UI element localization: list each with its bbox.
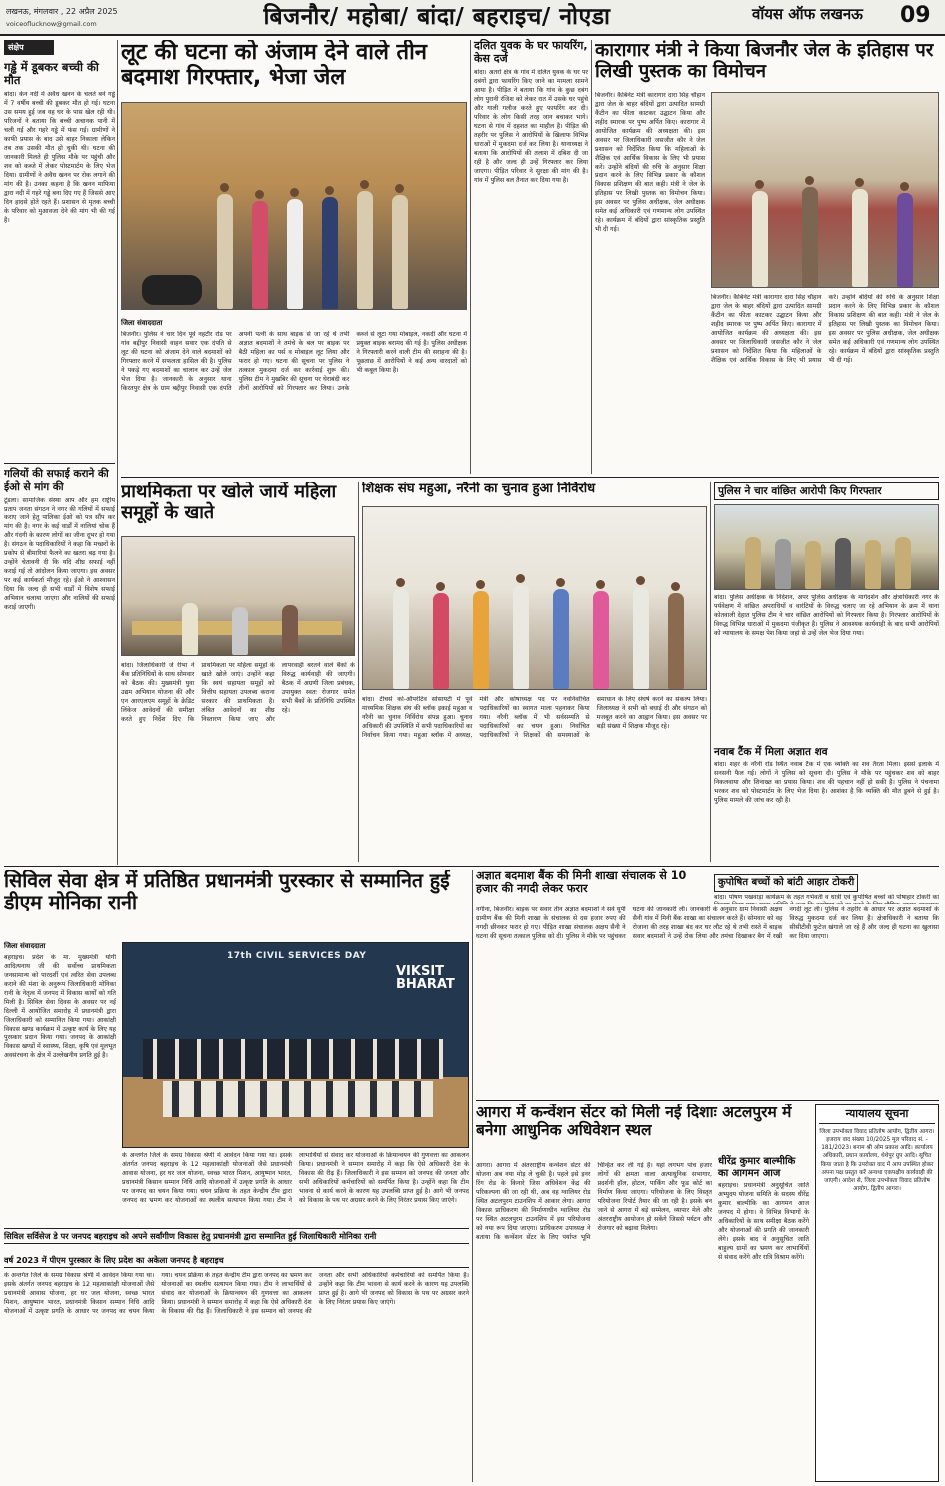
photo-head bbox=[671, 582, 680, 591]
photo-person bbox=[897, 193, 913, 287]
photo-banner-text: 17th CIVIL SERVICES DAY bbox=[227, 951, 367, 961]
photo-person bbox=[802, 187, 818, 287]
photo-person bbox=[835, 538, 851, 589]
monika-mid-body: के अन्तर्गत जिले के समग्र विकास श्रेणी में आवेदन किया गया था। इसके अंतर्गत जनपद बहराइच के 12 महत्वाकांक्षी योजनाओं जैसे प्रधानमंत्री आवास योजना, हर घर जल योजना, स्वच्छ भारत मिशन, आयुष्मान भारत, प्रधानमंत्री किसान सम्मान निधि आदि योजनाओं में उत्कृष्ट प्रगति के आधार पर जनपद का चयन किया गया। चयन प्रक्रिया के तहत केन्द्रीय टीम द्वारा जनपद का भ्रमण कर योजनाओं का स्थलीय सत्यापन किया गया। टीम ने लाभार्थियों से संवाद कर योजनाओं के क्रियान्वयन की गुणवत्ता का आकलन किया। प्रधानमंत्री ने सम्मान समारोह में कहा कि ऐसे अधिकारी देश के विकास की रीढ़ हैं। जिलाधिकारी ने इस सम्मान को जनपद की जनता और सभी अधिकारियों कर्मचारियों को समर्पित किया है। उन्होंने कहा कि टीम भावना से कार्य करने के कारण यह उपलब्धि प्राप्त हुई है। आगे भी जनपद को विकास के पथ पर अग्रसर करने के लिए निरंतर प्रयास किए जाएंगे। bbox=[122, 1152, 469, 1204]
agra-top-rule bbox=[476, 1100, 939, 1101]
police-photo bbox=[714, 504, 939, 590]
sidebar-label: संक्षेप bbox=[4, 40, 54, 55]
teacher-story bbox=[362, 482, 707, 862]
monika-story bbox=[4, 870, 469, 1482]
row3-top-rule bbox=[4, 866, 939, 867]
court-notice bbox=[815, 1104, 939, 1482]
photo-person bbox=[252, 201, 268, 309]
website: voiceoflucknow@gmail.com bbox=[6, 20, 97, 28]
photo-head bbox=[290, 188, 299, 197]
monika-photo bbox=[122, 942, 469, 1148]
photo-person bbox=[865, 540, 881, 589]
photo-head bbox=[755, 180, 764, 189]
dalit-rule bbox=[591, 40, 592, 474]
jail-headline: कारागार मंत्री ने किया बिजनौर जेल के इतिहास पर लिखी पुस्तक का विमोचन bbox=[595, 40, 934, 83]
sidebar-story2-title: गलियों की सफाई कराने की ईओ से मांग की bbox=[4, 468, 109, 493]
agra-headline: आगरा में कन्वेंशन सेंटर को मिली नई दिशाः अटलपुरम में बनेगा आधुनिक अधिवेशन स्थल bbox=[476, 1104, 792, 1139]
photo-person bbox=[473, 591, 489, 689]
photo-row2 bbox=[163, 1081, 433, 1117]
monika-byline: जिला संवाददाता bbox=[4, 942, 46, 950]
photo-head bbox=[556, 578, 565, 587]
police-headline: पुलिस ने चार वांछित आरोपी किए गिरफ्तार bbox=[714, 482, 939, 500]
sidebar-divider bbox=[4, 463, 115, 464]
police-story bbox=[714, 482, 939, 744]
jail-story bbox=[595, 40, 939, 474]
sidebar bbox=[4, 40, 115, 865]
notice-title: न्यायालय सूचना bbox=[819, 1108, 935, 1124]
photo-head bbox=[360, 180, 369, 189]
women-story bbox=[121, 482, 355, 862]
photo-person bbox=[287, 199, 303, 309]
masthead bbox=[0, 0, 945, 36]
photo-head bbox=[636, 576, 645, 585]
teacher-photo bbox=[362, 506, 707, 690]
photo-person bbox=[513, 585, 529, 689]
dalit-body: बांदा। अतर्रा क्षेत्र के गांव में दलित युवक के घर पर दबंगों द्वारा फायरिंग किए जाने का मामला सामने आया है। पीड़ित ने बताया कि गांव के कुछ दबंग लोग पुरानी रंजिश को लेकर रात में उसके घर पहुंचे और गाली गलौज करते हुए फायरिंग कर दी। परिवार के लोग किसी तरह जान बचाकर भागे। घटना से गांव में दहशत का माहौल है। पीड़ित की तहरीर पर पुलिस ने आरोपियों के खिलाफ विभिन्न धाराओं में मुकदमा दर्ज कर लिया है। थानाध्यक्ष ने बताया कि आरोपियों की तलाश में दबिश दी जा रही है और जल्द ही उन्हें गिरफ्तार कर लिया जाएगा। पीड़ित परिवार ने सुरक्षा की मांग की है। गांव में पुलिस बल तैनात कर दिया गया है। bbox=[474, 69, 588, 184]
photo-person bbox=[805, 541, 821, 589]
photo-head bbox=[855, 178, 864, 187]
photo-person bbox=[182, 603, 198, 655]
sidebar-story2-body: टूंडला। सामाजिक संस्था आप और हम राष्ट्रीय प्रताप जनता संगठन ने नगर की गलियों में सफाई कराए जाने हेतु पालिका ईओ को पत्र सौंप कर मांग की है। नगर के कई वार्डों में नालियां चोक हैं और गंदगी के कारण लोगों का जीना दूभर हो गया है। संगठन के पदाधिकारियों ने कहा कि मच्छरों के प्रकोप से बीमारियां फैलने का खतरा बढ़ गया है। उन्होंने चेतावनी दी कि यदि शीघ्र सफाई नहीं कराई गई तो आंदोलन किया जाएगा। इस अवसर पर कई कार्यकर्ता मौजूद रहे। ईओ ने आश्वासन दिया कि जल्द ही सभी वार्डों में विशेष सफाई अभियान चलाया जाएगा और नालियों की सफाई कराई जाएगी। bbox=[4, 496, 115, 611]
monika-rule bbox=[472, 870, 473, 1482]
bank-headline: अज्ञात बदमाश बैंक की मिनी शाखा संचालक से 10 हजार की नगदी लेकर फरार bbox=[476, 869, 687, 895]
dateline: लखनऊ, मंगलवार , 22 अप्रैल 2025 bbox=[6, 7, 118, 16]
jail-body-right: बिजनौर। कैबिनेट मंत्री कारागार दारा सिंह चौहान द्वारा जेल के बाहर बंदियों द्वारा उत्पादित सामग्री कैंटीन का फीता काटकर उद्घाटन किया और शहीद स्मारक पर पुष्प अर्पित किए। कारागार में आयोजित कार्यक्रम की अध्यक्षता की। इस अवसर पर जिलाधिकारी जसजीत कौर ने जेल प्रशासन को निर्देशित किया कि महिलाओं के शैक्षिक एवं आर्थिक विकास के लिए भी प्रयास करें। उन्होंने बंदियों की रुचि के अनुसार शिक्षा प्रदान करने के लिए विभिन्न प्रकार के कौशल विकास प्रशिक्षण की बात कही। मंत्री ने जेल के इतिहास पर लिखी पुस्तक का विमोचन किया। इस अवसर पर पुलिस अधीक्षक, जेल अधीक्षक समेत कई अधिकारी एवं गणमान्य लोग उपस्थित रहे। कार्यक्रम में बंदियों द्वारा सांस्कृतिक प्रस्तुति भी दी गई। bbox=[711, 294, 939, 364]
page-number: 09 bbox=[900, 3, 931, 28]
agra-body: आगरा। आगरा में अंतरराष्ट्रीय कन्वेंशन सेंटर की योजना अब नया मोड़ ले चुकी है। पहले इसे इनर रिंग रोड के किनारे जिस अधिवेशन केंद्र की परिकल्पना की जा रही थी, अब वह ग्वालियर रोड स्थित अटलपुरम टाउनशिप में आकार लेगा। आगरा विकास प्राधिकरण की निर्माणाधीन ग्वालियर रोड पर स्थित अटलपुरम टाउनशिप में इस परियोजना को नया रूप दिया जाएगा। प्राधिकरण उपाध्यक्ष ने बताया कि कन्वेंशन सेंटर के लिए पर्याप्त भूमि चिन्हित कर ली गई है। यहां लगभग पांच हजार लोगों की क्षमता वाला अत्याधुनिक सभागार, प्रदर्शनी हॉल, होटल, पार्किंग और फूड कोर्ट का निर्माण किया जाएगा। परियोजना के लिए विस्तृत परियोजना रिपोर्ट तैयार की जा रही है। इसके बन जाने से आगरा में बड़े सम्मेलन, व्यापार मेले और अंतरराष्ट्रीय आयोजन हो सकेंगे जिससे पर्यटन और रोजगार को बढ़ावा मिलेगा। bbox=[476, 1162, 712, 1241]
women-rule bbox=[358, 482, 359, 862]
photo-head bbox=[596, 580, 605, 589]
photo-person bbox=[322, 197, 338, 309]
jail-photo bbox=[711, 92, 939, 288]
main-photo bbox=[121, 102, 467, 310]
sidebar-rule bbox=[117, 40, 118, 865]
photo-head bbox=[516, 574, 525, 583]
kuposhit-body: बांदा। पोषण पखवाड़ा कार्यक्रम के तहत गर्भवती व धात्री एवं कुपोषित बच्चों को पोषाहार टोकरी का bbox=[714, 893, 939, 901]
photo-head bbox=[325, 186, 334, 195]
monika-intro: बहराइच। प्रदेश के मा. मुख्यमंत्री योगी आदित्यनाथ जी की सर्वोच्च प्राथमिकता जनसामान्य को पारदर्शी एवं त्वरित सेवा उपलब्ध कराने की मंशा के अनुरूप जिलाधिकारी मोनिका रानी के नेतृत्व में जनपद में विकास कार्यों को गति मिली है। सिविल सेवा दिवस के अवसर पर नई दिल्ली में आयोजित समारोह में प्रधानमंत्री द्वारा जिलाधिकारी को सम्मानित किया गया। आकांक्षी विकास खण्ड कार्यक्रम में उत्कृष्ट कार्य के लिए यह पुरस्कार प्रदान किया गया। जनपद के आकांक्षी विकास खण्डों में स्वास्थ्य, शिक्षा, कृषि एवं मूलभूत अवसंरचना के क्षेत्र में उल्लेखनीय प्रगति हुई है। bbox=[4, 954, 116, 1060]
kuposhit-box bbox=[714, 870, 939, 904]
monika-body: के अन्तर्गत जिले के समग्र विकास श्रेणी में आवेदन किया गया था। इसके अंतर्गत जनपद बहराइच के 12 महत्वाकांक्षी योजनाओं जैसे प्रधानमंत्री आवास योजना, हर घर जल योजना, स्वच्छ भारत मिशन, आयुष्मान भारत, प्रधानमंत्री किसान सम्मान निधि आदि योजनाओं में उत्कृष्ट प्रगति के आधार पर जनपद का चयन किया गया। चयन प्रक्रिया के तहत केन्द्रीय टीम द्वारा जनपद का भ्रमण कर योजनाओं का स्थलीय सत्यापन किया गया। टीम ने लाभार्थियों से संवाद कर योजनाओं के क्रियान्वयन की गुणवत्ता का आकलन किया। प्रधानमंत्री ने सम्मान समारोह में कहा कि ऐसे अधिकारी देश के विकास की रीढ़ हैं। जिलाधिकारी ने इस सम्मान को जनपद की जनता और सभी अधिकारियों कर्मचारियों को समर्पित किया है। उन्होंने कहा कि टीम भावना से कार्य करने के कारण यह उपलब्धि प्राप्त हुई है। आगे भी जनपद को विकास के पथ पर अग्रसर करने के लिए निरंतर प्रयास किए जाएंगे। bbox=[4, 1272, 469, 1315]
photo-person bbox=[895, 537, 911, 589]
main-byline: जिला संवाददाता bbox=[121, 319, 163, 327]
photo-head bbox=[805, 176, 814, 185]
kuposhit-headline: कुपोषित बच्चों को बांटी आहार टोकरी bbox=[714, 874, 858, 892]
photo-person bbox=[357, 191, 373, 309]
photo-head bbox=[396, 578, 405, 587]
photo-head bbox=[476, 580, 485, 589]
nawab-headline: नवाब टैंक में मिला अज्ञात शव bbox=[714, 746, 828, 758]
photo-head bbox=[255, 190, 264, 199]
nawab-story bbox=[714, 746, 939, 862]
photo-person bbox=[553, 589, 569, 689]
women-photo bbox=[121, 536, 355, 656]
sidebar-story1-body: बांदा। केन नदी में अवैध खनन के चलते बने गड्ढे में 7 वर्षीय बच्ची की डूबकर मौत हो गई। घटना उस समय हुई जब वह घर के पास खेल रही थी। परिजनों ने बताया कि बच्ची अचानक पानी में चली गई और गहरे गड्ढे में फंस गई। ग्रामीणों ने काफी प्रयास के बाद उसे बाहर निकाला लेकिन तब तक उसकी मौत हो चुकी थी। घटना की जानकारी मिलते ही पुलिस मौके पर पहुंची और शव को कब्जे में लेकर पोस्टमार्टम के लिए भेज दिया। ग्रामीणों ने अवैध खनन पर रोक लगाने की मांग की है। उनका कहना है कि खनन माफिया द्वारा नदी में गहरे गड्ढे बना दिए गए हैं जिससे आए दिन हादसे होते रहते हैं। प्रशासन से मृतक बच्ची के परिवार को मुआवजा देने की मांग भी की गई है। bbox=[4, 91, 115, 224]
monika-highlight1: सिविल सर्विसेज डे पर जनपद बहराइच को अपने सर्वांगीण विकास हेतु प्रधानमंत्री द्वारा सम्मानित हुई जिलाधिकारी मोनिका रानी bbox=[4, 1228, 469, 1244]
dhirendra-headline: धीरेंद्र कुमार बाल्मीकि का आगमन आज bbox=[718, 1156, 796, 1179]
photo-head bbox=[900, 182, 909, 191]
teacher-headline: शिक्षक संघ महुआ, नरैनी का चुनाव हुआ निर्विरोध bbox=[362, 482, 596, 496]
main-story bbox=[121, 40, 467, 474]
dalit-story bbox=[474, 40, 588, 474]
photo-banner-text2: VIKSIT BHARAT bbox=[396, 964, 455, 992]
women-headline: प्राथमिकता पर खोले जायें महिला समूहों के खाते bbox=[121, 482, 337, 523]
motorcycle-shape bbox=[142, 275, 202, 305]
photo-person bbox=[232, 607, 248, 655]
bank-body: नगीना, बिजनौर। बाइक पर सवार तीन अज्ञात बदमाशों ने सर्व यूपी ग्रामीण बैंक की मिनी शाखा के संचालक से दस हजार रुपए की नगदी छीनकर फरार हो गए। पीड़ित शाखा संचालक अक्षय सैनी ने घटना की सूचना तत्काल पुलिस को दी। पुलिस ने मौके पर पहुंचकर घटना की जानकारी ली। जानकारी के अनुसार ग्राम निवासी अक्षय सैनी गांव में मिनी बैंक शाखा का संचालन करते हैं। सोमवार को वह रोजाना की तरह शाखा बंद कर घर लौट रहे थे तभी रास्ते में बाइक सवार बदमाशों ने उन्हें रोक लिया और तमंचा दिखाकर बैग में रखी नगदी लूट ली। पुलिस ने तहरीर के आधार पर अज्ञात बदमाशों के विरुद्ध मुकदमा दर्ज कर लिया है। क्षेत्राधिकारी ने बताया कि सीसीटीवी फुटेज खंगाले जा रहे हैं और जल्द ही घटना का खुलासा कर दिया जाएगा। bbox=[476, 906, 939, 940]
photo-person bbox=[392, 195, 408, 309]
row2-top-rule bbox=[121, 477, 939, 478]
photo-person bbox=[633, 587, 649, 689]
photo-head bbox=[395, 184, 404, 193]
photo-person bbox=[282, 605, 298, 655]
women-body: बांदा। जिलाधिकारी जे रीभा ने बैंक प्रतिनिधियों के साथ सोमवार को बैठक की। मुख्यमंत्री युवा उद्यम अभियान योजना की और एन आरएलएम समूहों के क्रेडिट लिंकेज आवेदनों की समीक्षा करते हुए निर्देश दिए कि प्राथमिकता पर महिला समूहों के खाते खोले जाएं। उन्होंने कहा कि स्वयं सहायता समूहों को वित्तीय सहायता उपलब्ध कराना सरकार की प्राथमिकता है। लंबित आवेदनों का शीघ्र निस्तारण किया जाए और लापरवाही बरतने वाले बैंकों के विरुद्ध कार्यवाही की जाएगी। बैठक में अग्रणी जिला प्रबंधक, उपायुक्त स्वतः रोजगार समेत सभी बैंकों के प्रतिनिधि उपस्थित रहे। bbox=[121, 662, 355, 723]
dalit-headline: दलित युवक के घर फायरिंग, केस दर्ज bbox=[474, 39, 588, 65]
photo-person bbox=[745, 537, 761, 589]
main-headline: लूट की घटना को अंजाम देने वाले तीन बदमाश गिरफ्तार, भेजा जेल bbox=[121, 40, 427, 91]
photo-person bbox=[775, 539, 791, 589]
photo-person bbox=[593, 591, 609, 689]
teacher-rule bbox=[710, 482, 711, 862]
photo-person bbox=[433, 593, 449, 689]
paper-name: वॉयस ऑफ लखनऊ bbox=[752, 5, 863, 23]
photo-person bbox=[668, 593, 684, 689]
jail-body-left: बिजनौर। कैबिनेट मंत्री कारागार दारा सिंह चौहान द्वारा जेल के बाहर बंदियों द्वारा उत्पादित सामग्री कैंटीन का फीता काटकर उद्घाटन किया और शहीद स्मारक पर पुष्प अर्पित किए। कारागार में आयोजित कार्यक्रम की अध्यक्षता की। इस अवसर पर जिलाधिकारी जसजीत कौर ने जेल प्रशासन को निर्देशित किया कि महिलाओं के शैक्षिक एवं आर्थिक विकास के लिए भी प्रयास करें। उन्होंने बंदियों की रुचि के अनुसार शिक्षा प्रदान करने के लिए विभिन्न प्रकार के कौशल विकास प्रशिक्षण की बात कही। मंत्री ने जेल के इतिहास पर लिखी पुस्तक का विमोचन किया। इस अवसर पर पुलिस अधीक्षक, जेल अधीक्षक समेत कई अधिकारी एवं गणमान्य लोग उपस्थित रहे। कार्यक्रम में बंदियों द्वारा सांस्कृतिक प्रस्तुति भी दी गई। bbox=[595, 92, 705, 234]
photo-person bbox=[852, 189, 868, 287]
notice-body: जिला उपभोक्ता विवाद प्रतितोष आयोग, द्वितीय आगरा। इजराय वाद संख्या 10/2025 मूल परिवाद सं. - 181/2023। बनाम श्री ओम प्रकाश आदि। कार्यालय अधिकारी, प्रधान कार्यालय, थेथेपुर ग्रुप आदि। सूचित किया जाता है कि उपरोक्त वाद में आप उपस्थित होकर अपना पक्ष प्रस्तुत करें अन्यथा एकपक्षीय कार्यवाही की जाएगी। आदेश से, जिला उपभोक्ता विवाद प्रतितोष आयोग, द्वितीय आगरा। bbox=[819, 1128, 935, 1193]
sidebar-story1-title: गड्ढे में डूबकर बच्ची की मौत bbox=[4, 60, 99, 88]
dhirendra-body: बहराइच। प्रधानमंत्री अनुसूचित जाति अभ्युदय योजना समिति के सदस्य धीरेंद्र कुमार बाल्मीकि का आगमन आज जनपद में होगा। वे विभिन्न विभागों के अधिकारियों के साथ समीक्षा बैठक करेंगे और योजनाओं की प्रगति की जानकारी लेंगे। इसके बाद वे अनुसूचित जाति बाहुल्य ग्रामों का भ्रमण कर लाभार्थियों से संवाद करेंगे और रात्रि विश्राम करेंगे। bbox=[718, 1182, 809, 1261]
districts-strip: बिजनौर/ महोबा/ बांदा/ बहराइच/ नोएडा bbox=[263, 4, 611, 30]
photo-person bbox=[393, 589, 409, 689]
photo-person bbox=[217, 194, 233, 309]
teacher-body: बांदा। टीचर्स को-ऑपरेटिव सोसायटी में पूर्व माध्यमिक शिक्षक संघ की ब्लॉक इकाई महुआ व नरैनी का चुनाव निर्विरोध संपन्न हुआ। चुनाव अधिकारी की उपस्थिति में सभी पदाधिकारियों का निर्वाचन किया गया। महुआ ब्लॉक में अध्यक्ष, मंत्री और कोषाध्यक्ष पद पर नवनिर्वाचित पदाधिकारियों का स्वागत माला पहनाकर किया गया। नरैनी ब्लॉक में भी सर्वसम्मति से पदाधिकारियों का चयन हुआ। निर्वाचित पदाधिकारियों ने शिक्षकों की समस्याओं के समाधान के लिए संघर्ष करने का संकल्प लिया। जिलाध्यक्ष ने सभी को बधाई दी और संगठन को मजबूत करने का आह्वान किया। इस अवसर पर बड़ी संख्या में शिक्षक मौजूद रहे। bbox=[362, 696, 707, 739]
photo-person bbox=[752, 191, 768, 287]
main-rule bbox=[470, 40, 471, 474]
photo-head bbox=[436, 582, 445, 591]
monika-headline: सिविल सेवा क्षेत्र में प्रतिष्ठित प्रधानमंत्री पुरस्कार से सम्मानित हुई डीएम मोनिका रानी bbox=[4, 870, 450, 915]
photo-head bbox=[220, 183, 229, 192]
main-body: बिजनौर। पुलिस ने चार दिन पूर्व नहटौर रोड पर गांव बद्दीपुर निवासी वाहन सवार एक दंपति से लूट की घटना को अंजाम देने वाले बदमाशों को गिरफ्तार करने में सफलता हासिल की है। पुलिस ने पकड़े गए बदमाशों का चालान कर उन्हें जेल भेज दिया है। जानकारी के अनुसार थाना किरतपुर क्षेत्र के ग्राम बद्दीपुर निवासी एक दंपति अपनी पत्नी के साथ बाइक से जा रहे थे तभी अज्ञात बदमाशों ने तमंचे के बल पर बाइक पर बैठी महिला का पर्स व मोबाइल लूट लिया और फरार हो गए। घटना की सूचना पर पुलिस ने तत्काल मुकदमा दर्ज कर कार्रवाई शुरू की। पुलिस टीम ने मुखबिर की सूचना पर घेराबंदी कर तीनों आरोपियों को गिरफ्तार कर लिया। उनके कब्जे से लूटा गया मोबाइल, नकदी और घटना में प्रयुक्त बाइक बरामद की गई है। पुलिस अधीक्षक ने गिरफ्तारी करने वाली टीम की सराहना की है। पूछताछ में आरोपियों ने कई अन्य वारदातों को भी कबूल किया है। bbox=[121, 331, 467, 392]
photo-row1 bbox=[143, 1039, 443, 1079]
monika-highlight2: वर्ष 2023 में पीएम पुरस्कार के लिए प्रदेश का अकेला जनपद है बहराइच bbox=[4, 1253, 469, 1268]
dhirendra-story bbox=[718, 1156, 809, 1482]
nawab-body: बांदा। शहर के नरैनी रोड स्थित नवाब टैंक में एक व्यक्ति का शव तैरता मिला। इससे इलाके में सनसनी फैल गई। लोगों ने पुलिस को सूचना दी। पुलिस ने मौके पर पहुंचकर शव को बाहर निकलवाया और शिनाख्त का प्रयास किया। शव की पहचान नहीं हो सकी है। पुलिस ने पंचनामा भरकर शव को पोस्टमार्टम के लिए भेज दिया है। आशंका है कि व्यक्ति की मौत डूबने से हुई है। पुलिस मामले की जांच कर रही है। bbox=[714, 761, 939, 804]
police-body: बांदा। पुलिस अधीक्षक के निर्देशन, अपर पुलिस अधीक्षक के मार्गदर्शन और क्षेत्राधिकारी नगर के पर्यवेक्षण में वांछित अपराधियों व वारंटियों के विरुद्ध चलाए जा रहे अभियान के क्रम में थाना कोतवाली देहात पुलिस टीम ने चार वांछित आरोपियों को गिरफ्तार किया है। गिरफ्तार आरोपियों के विरुद्ध विभिन्न धाराओं में मुकदमा पंजीकृत है। पुलिस ने आवश्यक कार्यवाही के बाद सभी आरोपियों को न्यायालय के समक्ष पेश किया जहां से उन्हें जेल भेज दिया गया। bbox=[714, 594, 939, 637]
